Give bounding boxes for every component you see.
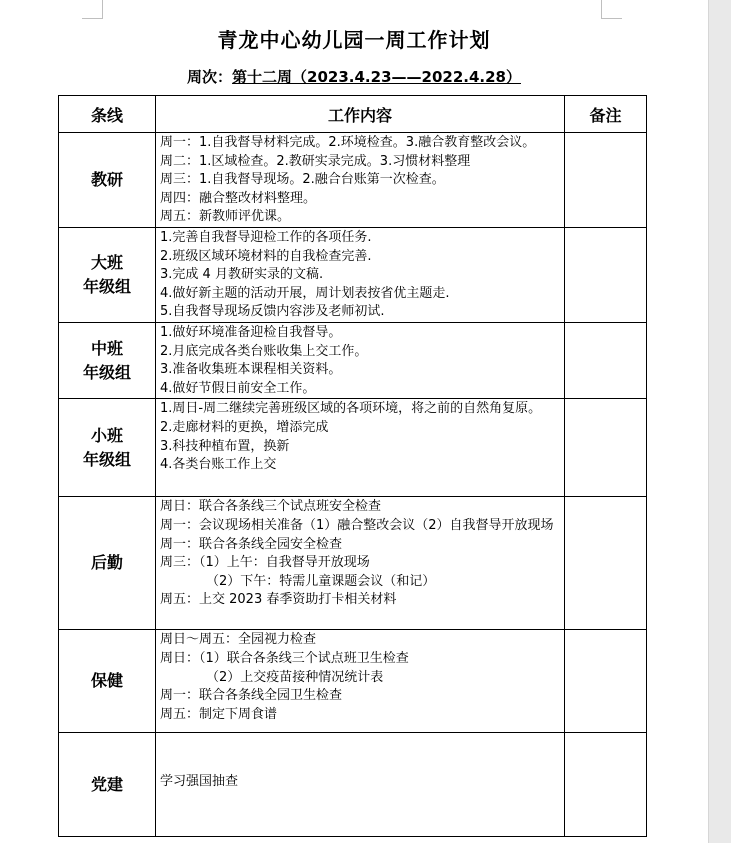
content-line: 4.做好新主题的活动开展，周计划表按省优主题走. [160,285,450,301]
content-line: 1.完善自我督导迎检工作的各项任务. [160,229,372,245]
content-line: 周日：（1）联合各条线三个试点班卫生检查 [160,650,409,666]
category-label-sub: 年级组 [82,449,131,469]
content-line: 周一：1.自我督导材料完成。2.环境检查。3.融合教育整改会议。 [160,135,536,150]
row-content [156,322,565,398]
row-content [156,227,565,322]
category-label-sub: 年级组 [82,276,131,296]
content-line: 周五：上交 2023 春季资助打卡相关材料 [160,592,397,608]
content-line: 2.班级区域环境材料的自我检查完善. [160,248,372,264]
table-row [59,733,647,837]
row-remark [565,322,647,398]
row-category [59,399,156,497]
content-line: 周日：联合各条线三个试点班安全检查 [160,499,382,515]
crop-mark-left [82,0,103,19]
content-line: 周四：融合整改材料整理。 [160,190,317,206]
category-label: 教研 [90,169,123,189]
row-category [59,322,156,398]
window-scroll-gutter [708,0,731,843]
row-content [156,133,565,228]
crop-mark-right [601,0,622,19]
row-category [59,733,156,837]
table-header-row [59,96,647,133]
content-line: 3.准备收集班本课程相关资料。 [160,362,342,378]
table-row [59,133,647,228]
content-line: 5.自我督导现场反馈内容涉及老师初试. [160,304,385,320]
content-line: 1.做好环境准备迎检自我督导。 [160,324,342,340]
header-category: 条线 [59,96,156,133]
content-line: 1.周日-周二继续完善班级区域的各项环境，将之前的自然角复原。 [160,401,542,417]
content-line: 2.月底完成各类台账收集上交工作。 [160,343,368,359]
row-category [59,630,156,733]
content-line: 3.科技种植布置，换新 [160,438,290,454]
table-row [59,399,647,497]
row-content [156,399,565,497]
table-row [59,497,647,630]
table-row [59,322,647,398]
table-row [59,630,647,733]
row-remark [565,133,647,228]
content-line: 周二：1.区域检查。2.教研实录完成。3.习惯材料整理 [160,153,471,169]
content-line: 周一：联合各条线全园卫生检查 [160,688,343,704]
content-line: 周五：制定下周食谱 [160,706,278,722]
content-line: 周一：会议现场相关准备（1）融合整改会议（2）自我督导开放现场 [160,517,554,533]
content-line: 2.走廊材料的更换，增添完成 [160,419,329,435]
row-remark [565,733,647,837]
category-label: 后勤 [90,553,123,573]
content-line: 4.各类台账工作上交 [160,457,277,473]
content-line: 周三：1.自我督导现场。2.融合台账第一次检查。 [160,172,445,188]
row-remark [565,227,647,322]
content-line-indented: （2）上交疫苗接种情况统计表 [206,669,384,685]
week-label: 周次： [187,68,233,86]
content-line-indented: （2）下午：特需儿童课题会议（和记） [206,573,436,589]
week-subtitle [0,66,708,87]
content-line: 周一：联合各条线全园安全检查 [160,536,343,552]
content-line: 周三：（1）上午：自我督导开放现场 [160,555,370,571]
header-content: 工作内容 [156,96,565,133]
content-line: 4.做好节假日前安全工作。 [160,380,316,396]
row-content [156,630,565,733]
work-plan-table [58,95,647,837]
content-line: 周五：新教师评优课。 [160,209,291,225]
content-line: 3.完成 4 月教研实录的文稿. [160,267,324,283]
row-category [59,133,156,228]
category-label: 中班 [90,338,123,358]
row-remark [565,497,647,630]
content-line: 学习强国抽查 [160,774,239,790]
document-title: 青龙中心幼儿园一周工作计划 [217,28,491,52]
header-remark: 备注 [565,96,647,133]
row-content [156,497,565,630]
row-category [59,227,156,322]
category-label: 大班 [90,252,123,272]
week-range: 第十二周（2023.4.23——2022.4.28） [232,68,521,86]
row-remark [565,630,647,733]
category-label-sub: 年级组 [82,362,131,382]
row-remark [565,399,647,497]
category-label: 党建 [90,774,123,794]
table-row [59,227,647,322]
row-category [59,497,156,630]
category-label: 小班 [90,425,123,445]
row-content [156,733,565,837]
category-label: 保健 [90,671,123,691]
content-line: 周日～周五：全园视力检查 [160,632,317,648]
